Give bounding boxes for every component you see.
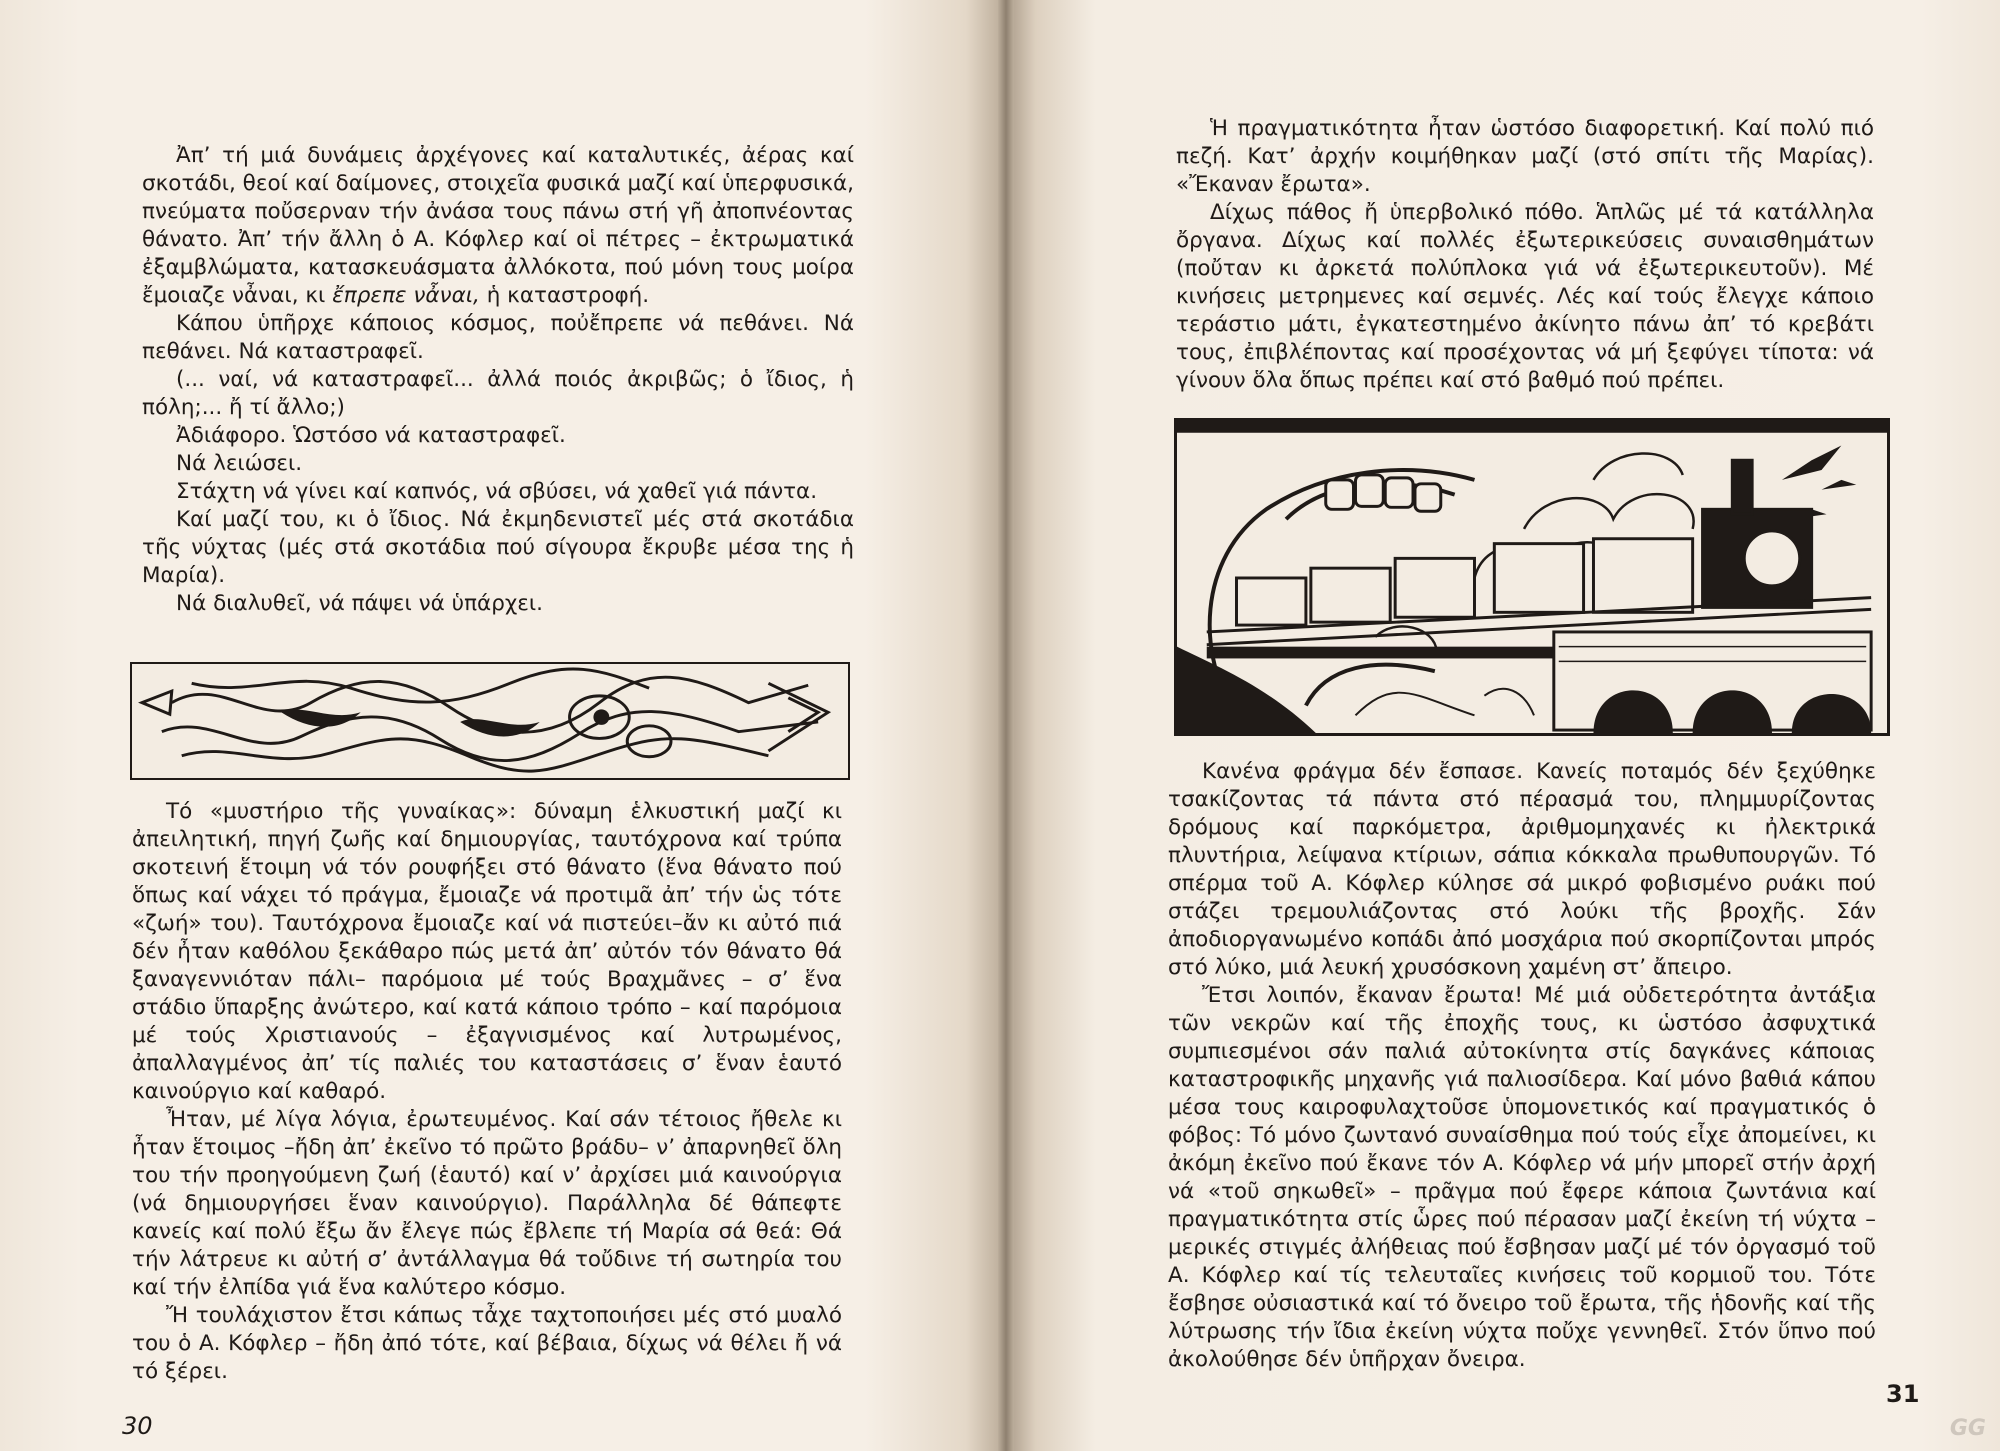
paragraph: Νά λειώσει. (176, 451, 303, 476)
serpents-illustration (130, 662, 850, 780)
paragraph: Ἦταν, μέ λίγα λόγια, ἐρωτευμένος. Καί σάν τέτοιος ἤθελε κι ἦταν ἕτοιμος –ἤδη ἀπ’ ἐκεῖνο τό πρῶτο βράδυ– ν’ ἀπαρνηθεῖ ὅλη του τήν προηγούμενη ζωή (ἑαυτό) καί ν’ ἀρχίσει μιά καινούργια (νά δημιουργήσει ἕναν καινούργιο). Παράλληλα δέ θάπεφτε κανείς καί πολύ ἔξω ἄν ἔλεγε πώς ἔβλεπε τή Μαρία σά θεά: Θά τήν λάτρευε κι αὐτή σ’ ἀντάλλαγμα θά τοὔδινε τή σωτηρία του καί τήν ἐλπίδα γιά ἕνα καλύτερο κόσμο. (132, 1107, 842, 1300)
right-page (1006, 0, 2000, 1451)
italic-phrase: ἔπρεπε νἆναι, (332, 283, 480, 308)
paragraph: Δίχως πάθος ἤ ὑπερβολικό πόθο. Ἁπλῶς μέ τά κατάλληλα ὄργανα. Δίχως καί πολλές ἐξωτερικεύσεις συναισθημάτων (ποὔταν κι ἀρκετά πολύπλοκα γιά νά ἐξωτερικευτοῦν). Μέ κινήσεις μετρημενες καί σεμνές. Λές καί τούς ἔλεγχε κάποιο τεράστιο μάτι, ἐγκατεστημένο ἀκίνητο πάνω ἀπ’ τό κρεβάτι τους, ἐπιβλέποντας καί προσέχοντας νά μή ξεφύγει τίποτα: νά γίνουν ὅλα ὅπως πρέπει καί στό βαθμό πού πρέπει. (1176, 200, 1874, 393)
right-bottom-text (1168, 758, 1876, 1374)
paragraph: Στάχτη νά γίνει καί καπνός, νά σβύσει, νά χαθεῖ γιά πάντα. (176, 479, 818, 504)
watermark: GG (1949, 1416, 1986, 1441)
paragraph: Ἔτσι λοιπόν, ἔκαναν ἔρωτα! Μέ μιά οὐδετερότητα ἀντάξια τῶν νεκρῶν καί τῆς ἐποχῆς τους, κι ὡστόσο ἀσφυχτικά συμπιεσμένοι σάν παλιά αὐτοκίνητα στίς δαγκάνες κάποιας καταστροφικῆς μηχανῆς γιά παλιοσίδερα. Καί μόνο βαθιά κάπου μέσα τους καιροφυλαχτοῦσε ὑπομονετικός καί πραγματικός ὁ φόβος: Τό μόνο ζωντανό συναίσθημα πού τούς εἶχε ἀπομείνει, κι ἀκόμη ἐκεῖνο πού ἔκανε τόν Α. Κόφλερ νά μήν μπορεῖ στήν ἀρχή νά «τοῦ σηκωθεῖ» – πρᾶγμα πού ἔφερε κάποια ζωντάνια καί πραγματικότητα στίς ὧρες πού πέρασαν μαζί ἐκείνη τή νύχτα – μερικές στιγμές ἀλήθειας πού ἔσβησαν μαζί μέ τόν ὀργασμό τοῦ Α. Κόφλερ καί τίς τελευταῖες κινήσεις τοῦ κορμιοῦ του. Τότε ἔσβησε οὐσιαστικά καί τό ὄνειρο τοῦ ἔρωτα, τῆς ἡδονῆς καί τῆς λύτρωσης τήν ἴδια ἐκείνη νύχτα ποὔχε γεννηθεῖ. Στόν ὕπνο πού ἀκολούθησε δέν ὑπῆρχαν ὄνειρα. (1168, 983, 1876, 1372)
page-number-right: 31 (1886, 1380, 1920, 1408)
page-number-left: 30 (122, 1412, 153, 1440)
serpents-drawing (132, 664, 848, 778)
book-gutter (998, 0, 1014, 1451)
left-bottom-text (132, 798, 842, 1386)
paragraph: Ἤ τουλάχιστον ἔτσι κάπως τἆχε ταχτοποιήσει μές στό μυαλό του ὁ Α. Κόφλερ – ἤδη ἀπό τότε, καί βέβαια, δίχως νά θέλει ἤ νά τό ξέρει. (132, 1303, 842, 1384)
train-drawing (1177, 421, 1887, 733)
paragraph: Τό «μυστήριο τῆς γυναίκας»: δύναμη ἑλκυστική μαζί κι ἀπειλητική, πηγή ζωῆς καί δημιουργίας, ταυτόχρονα καί τρύπα σκοτεινή ἕτοιμη νά τόν ρουφήξει στό θάνατο (ἕνα θάνατο πού ὅπως καί νάχει τό πράγμα, ἔμοιαζε νά προτιμᾶ ἀπ’ τήν ὡς τότε «ζωή» του). Ταυτόχρονα ἔμοιαζε καί νά πιστεύει–ἄν κι αὐτό πιά δέν ἦταν καθόλου ξεκάθαρο πώς μετά ἀπ’ αὐτόν τόν θάνατο θά ξαναγεννιόταν πάλι– παρόμοια μέ τούς Βραχμᾶνες – σ’ ἕνα στάδιο ὕπαρξης ἀνώτερο, καί κατά κάποιο τρόπο – καί παρόμοια μέ τούς Χριστιανούς – ἐξαγνισμένος καί λυτρωμένος, ἀπαλλαγμένος ἀπ’ τίς παλιές του καταστάσεις σ’ ἕναν ἑαυτό καινούργιο καί καθαρό. (132, 799, 842, 1104)
paragraph: Καί μαζί του, κι ὁ ἴδιος. Νά ἐκμηδενιστεῖ μές στά σκοτάδια τῆς νύχτας (μές στά σκοτάδια πού σίγουρα ἔκρυβε μέσα της ἡ Μαρία). (142, 507, 854, 588)
paragraph: Νά διαλυθεῖ, νά πάψει νά ὑπάρχει. (176, 591, 543, 616)
paragraph: Ἀπ’ τή μιά δυνάμεις ἀρχέγονες καί καταλυτικές, ἀέρας καί σκοτάδι, θεοί καί δαίμονες, στοιχεῖα φυσικά μαζί καί ὑπερφυσικά, πνεύματα ποὔσερναν τήν ἀνάσα τους πάνω στή γῆ ἀποπνέοντας θάνατο. Ἀπ’ τήν ἄλλη ὁ Α. Κόφλερ καί οἱ πέτρες – ἐκτρωματικά ἐξαμβλώματα, κατασκευάσματα ἀλλόκοτα, πού μόνη τους μοίρα ἔμοιαζε νἆναι, κι ἔπρεπε νἆναι, ἡ καταστροφή. (142, 143, 854, 308)
paragraph: Ἀδιάφορο. Ὡστόσο νά καταστραφεῖ. (176, 423, 566, 448)
paragraph: Ἡ πραγματικότητα ἦταν ὡστόσο διαφορετική. Καί πολύ πιό πεζή. Κατ’ ἀρχήν κοιμήθηκαν μαζί (στό σπίτι τῆς Μαρίας). «Ἔκαναν ἔρωτα». (1176, 116, 1874, 197)
left-top-text (142, 142, 854, 618)
train-illustration (1174, 418, 1890, 736)
paragraph: (... ναί, νά καταστραφεῖ... ἀλλά ποιός ἀκριβῶς; ὁ ἴδιος, ἡ πόλη;... ἤ τί ἄλλο;) (142, 367, 854, 420)
paragraph: Κανένα φράγμα δέν ἔσπασε. Κανείς ποταμός δέν ξεχύθηκε τσακίζοντας τά πάντα στό πέρασμά του, πλημμυρίζοντας δρόμους καί παρκόμετρα, ἀριθμομηχανές κι ἠλεκτρικά πλυντήρια, λείψανα κτίριων, σάπια κόκκαλα πρωθυπουργῶν. Τό σπέρμα τοῦ Α. Κόφλερ κύλησε σά μικρό φοβισμένο ρυάκι πού στάζει τρεμουλιάζοντας στό λούκι τῆς βροχῆς. Σάν ἀποδιοργανωμένο κοπάδι ἀπό μοσχάρια πού σκορπίζονται μπρός στό λύκο, μιά λευκή χρυσόσκονη χαμένη στ’ ἄπειρο. (1168, 759, 1876, 980)
paragraph: Κάπου ὑπῆρχε κάποιος κόσμος, ποὐἔπρεπε νά πεθάνει. Νά πεθάνει. Νά καταστραφεῖ. (142, 311, 854, 364)
right-top-text (1176, 115, 1874, 395)
